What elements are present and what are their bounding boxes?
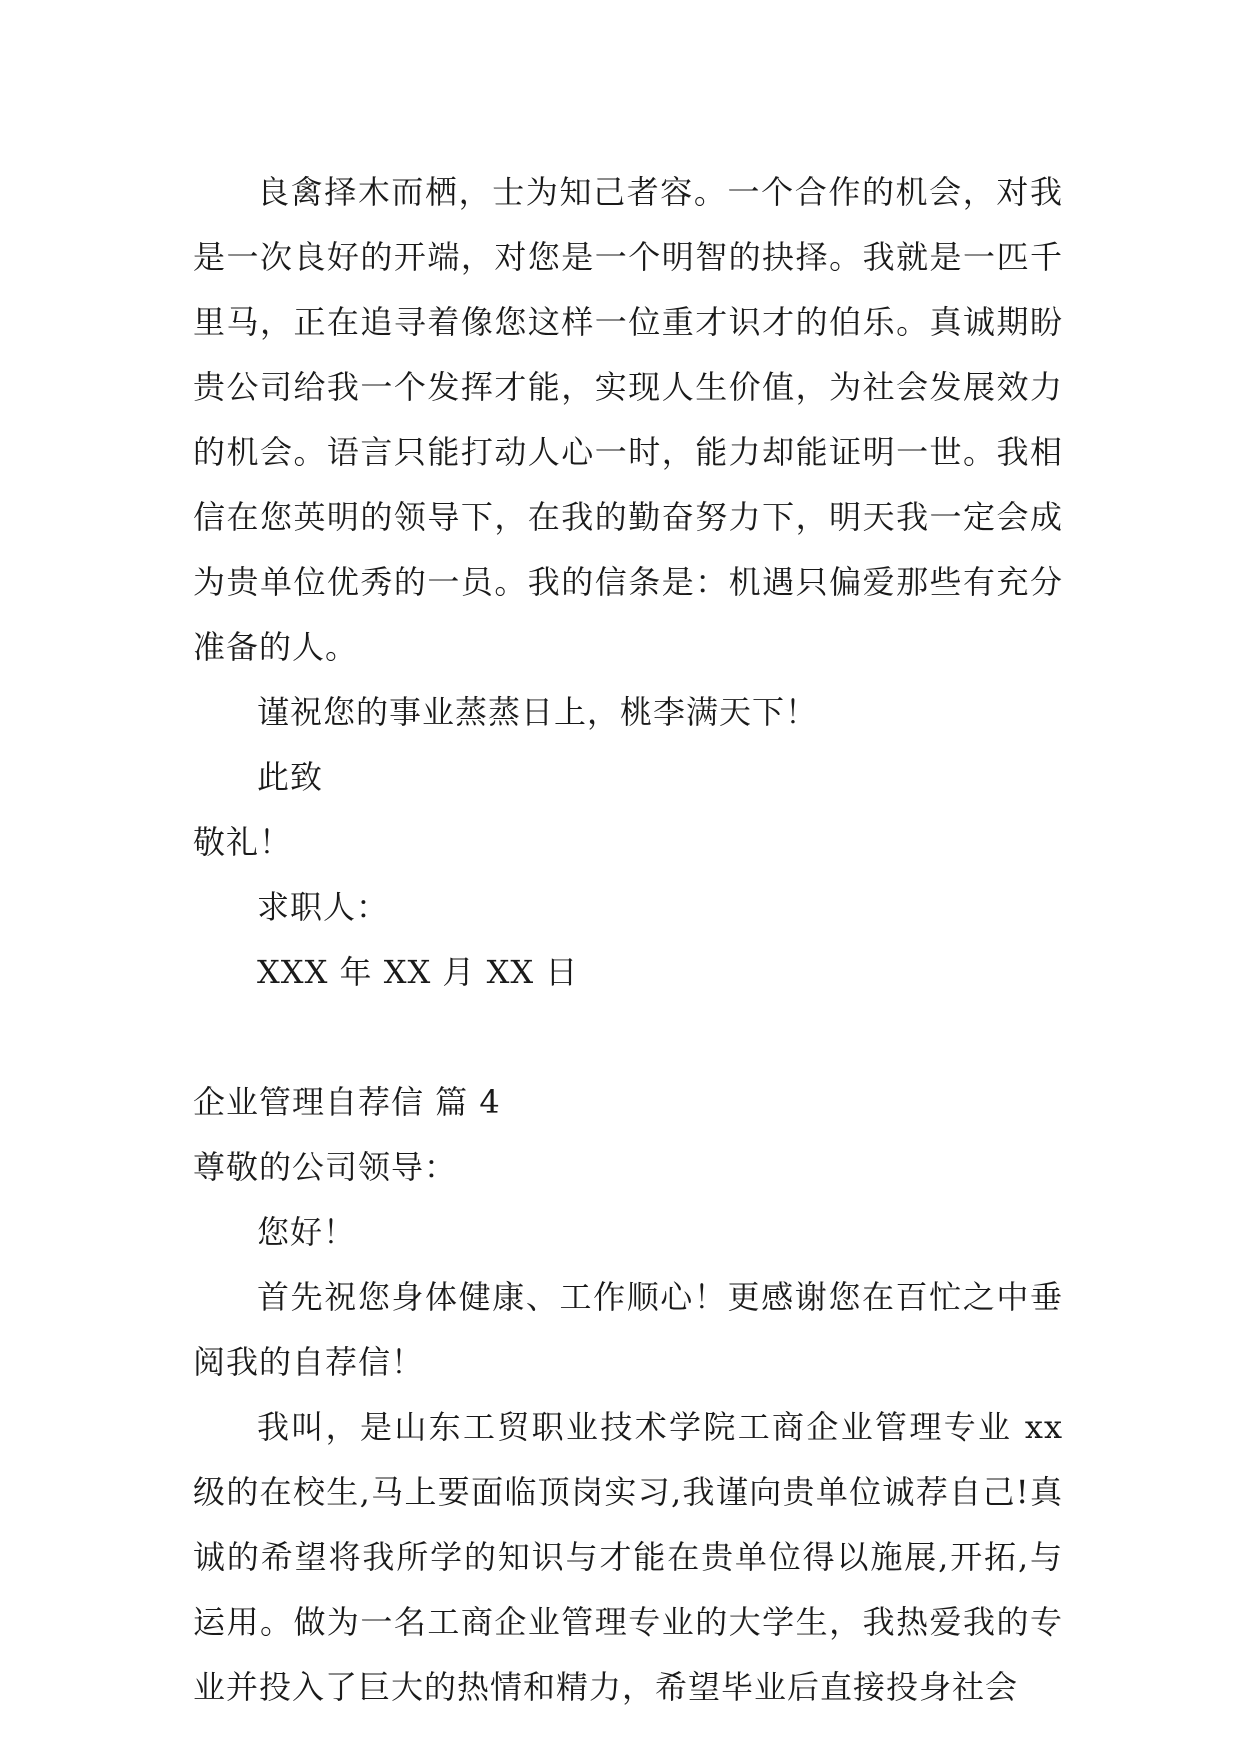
closing-phrase: 此致: [257, 758, 324, 796]
intro-paragraph: 首先祝您身体健康、工作顺心！更感谢您在百忙之中垂阅我的自荐信！: [193, 1278, 1063, 1381]
body-paragraph: 我叫，是山东工贸职业技术学院工商企业管理专业 xx 级的在校生,马上要面临顶岗实习,我谨向贵单位诚荐自己!真诚的希望将我所学的知识与才能在贵单位得以施展,开拓,与运用。做为一名工商企业管理专业的大学生，我热爱我的专业并投入了巨大的热情和精力，希望毕业后直接投身社会: [193, 1408, 1063, 1706]
greeting: 您好！: [257, 1213, 357, 1251]
blank-line: [193, 1005, 1063, 1070]
date-line: XXX 年 XX 月 XX 日: [257, 953, 579, 991]
section-title: 企业管理自荐信 篇 4: [193, 1083, 501, 1121]
closing-paragraph: 良禽择木而栖，士为知己者容。一个合作的机会，对我是一次良好的开端，对您是一个明智的抉择。我就是一匹千里马，正在追寻着像您这样一位重才识才的伯乐。真诚期盼贵公司给我一个发挥才能，实现人生价值，为社会发展效力的机会。语言只能打动人心一时，能力却能证明一世。我相信在您英明的领导下，在我的勤奋努力下，明天我一定会成为贵单位优秀的一员。我的信条是：机遇只偏爱那些有充分准备的人。: [193, 173, 1063, 666]
wish-line: 谨祝您的事业蒸蒸日上，桃李满天下！: [257, 693, 819, 731]
salutation: 尊敬的公司领导：: [193, 1148, 458, 1186]
document-body: [193, 160, 1063, 1720]
salute-line: 敬礼！: [193, 823, 293, 861]
signer-line: 求职人：: [257, 888, 390, 926]
